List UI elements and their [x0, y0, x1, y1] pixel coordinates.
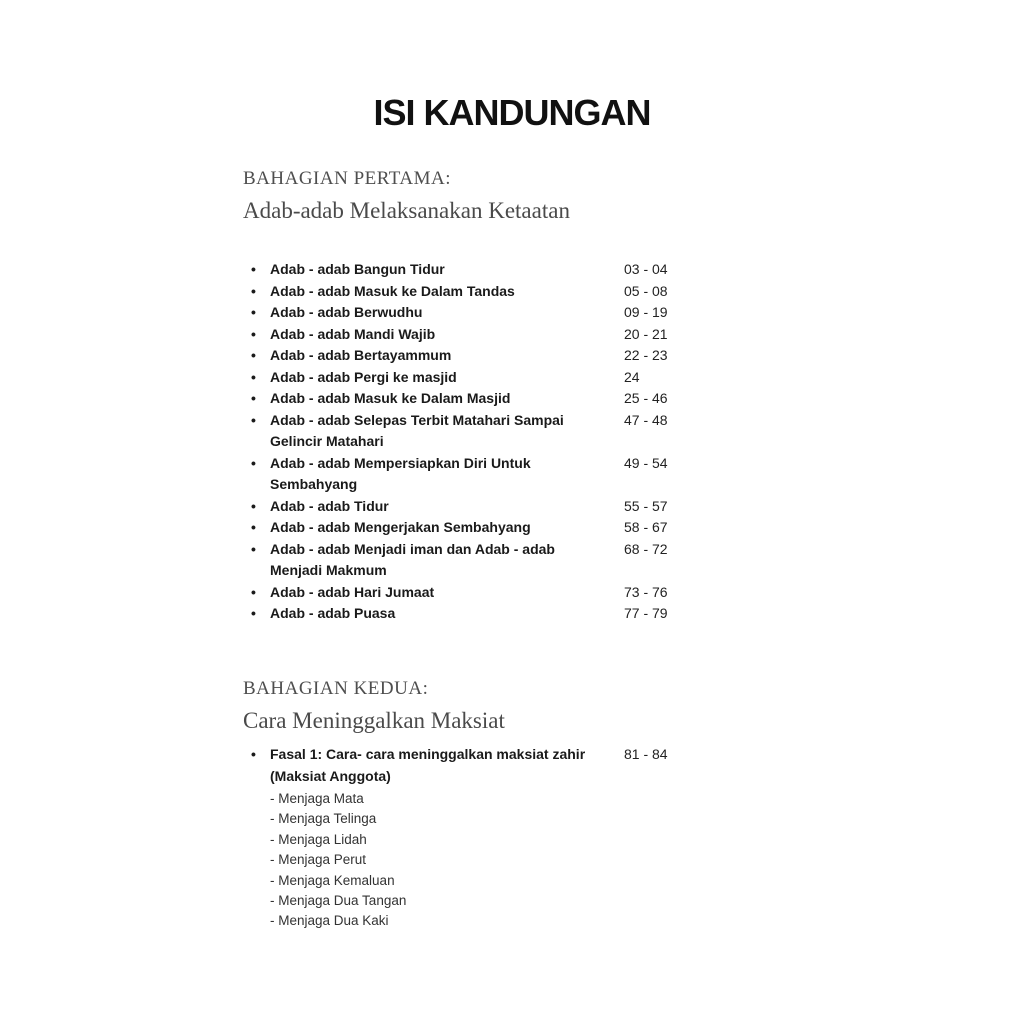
toc-subentry: - Menjaga Dua Kaki — [270, 913, 389, 929]
toc-subentry: - Menjaga Kemaluan — [270, 872, 395, 888]
bullet-icon: • — [251, 325, 256, 342]
toc-entry-title: Adab - adab Masuk ke Dalam Masjid — [270, 390, 511, 406]
part-one-heading: Adab-adab Melaksanakan Ketaatan — [243, 198, 570, 223]
toc-entry-title: Adab - adab Selepas Terbit Matahari Sampai Gelincir Matahari — [270, 411, 564, 449]
toc-entry — [246, 603, 686, 625]
part-two-heading: Cara Meninggalkan Maksiat — [243, 708, 505, 733]
part-one-contents-list — [246, 259, 686, 625]
toc-entry-title: Adab - adab Bertayammum — [270, 347, 452, 363]
part-two-label: BAHAGIAN KEDUA: — [243, 678, 429, 699]
toc-subentry: - Menjaga Dua Tangan — [270, 893, 407, 909]
toc-subentry: - Menjaga Mata — [270, 791, 364, 806]
bullet-icon: • — [251, 390, 256, 406]
toc-entry-pages: 20 - 21 — [624, 325, 668, 342]
toc-entry-pages: 77 - 79 — [624, 605, 668, 621]
toc-entry-title: Adab - adab Mengerjakan Sembahyang — [270, 519, 531, 535]
bullet-icon: • — [251, 368, 256, 385]
toc-entry-title: Adab - adab Tidur — [270, 497, 389, 514]
toc-entry-pages: 25 - 46 — [624, 390, 668, 406]
toc-entry-pages: 73 - 76 — [624, 583, 668, 600]
toc-entry — [246, 410, 686, 453]
page-title: ISI KANDUNGAN — [373, 92, 651, 133]
toc-entry — [246, 744, 686, 932]
toc-subentry: - Menjaga Lidah — [270, 831, 367, 847]
bullet-icon: • — [251, 583, 256, 600]
bullet-icon: • — [251, 519, 256, 535]
toc-entry-pages: 03 - 04 — [624, 261, 668, 277]
toc-entry-pages: 49 - 54 — [624, 454, 668, 471]
toc-subentry-list — [270, 789, 686, 932]
toc-entry-pages: 55 - 57 — [624, 497, 668, 514]
bullet-icon: • — [251, 454, 256, 471]
bullet-icon: • — [251, 540, 256, 557]
toc-entry-title: Adab - adab Hari Jumaat — [270, 583, 435, 600]
toc-entry-pages: 47 - 48 — [624, 411, 668, 428]
bullet-icon: • — [251, 746, 256, 762]
toc-entry-pages: 22 - 23 — [624, 347, 668, 363]
toc-entry — [246, 367, 686, 389]
toc-entry — [246, 302, 686, 324]
bullet-icon: • — [251, 497, 256, 514]
toc-subentry: - Menjaga Telinga — [270, 811, 377, 827]
toc-entry-title: Adab - adab Berwudhu — [270, 304, 423, 320]
toc-entry — [246, 582, 686, 604]
toc-entry-title: Adab - adab Masuk ke Dalam Tandas — [270, 282, 515, 299]
toc-entry-title: Adab - adab Puasa — [270, 605, 396, 621]
bullet-icon: • — [251, 347, 256, 363]
toc-entry-title: Adab - adab Pergi ke masjid — [270, 368, 457, 385]
toc-entry — [246, 281, 686, 303]
bullet-icon: • — [251, 411, 256, 428]
toc-entry — [246, 539, 686, 582]
bullet-icon: • — [251, 261, 256, 277]
toc-entry — [246, 517, 686, 539]
bullet-icon: • — [251, 282, 256, 299]
toc-entry-pages: 58 - 67 — [624, 519, 668, 535]
toc-entry-title: Adab - adab Mempersiapkan Diri Untuk Sembahyang — [270, 454, 531, 492]
bullet-icon: • — [251, 605, 256, 621]
toc-entry-title: Adab - adab Mandi Wajib — [270, 325, 436, 342]
part-two-contents-list — [246, 744, 686, 932]
part-one-header — [243, 167, 703, 226]
toc-entry-pages: 24 — [624, 368, 640, 385]
toc-entry-title: Adab - adab Bangun Tidur — [270, 261, 445, 277]
toc-entry — [246, 496, 686, 518]
toc-entry — [246, 324, 686, 346]
toc-entry — [246, 388, 686, 410]
toc-entry-title: Fasal 1: Cara- cara meninggalkan maksiat zahir (Maksiat Anggota) — [270, 746, 586, 784]
toc-entry-title: Adab - adab Menjadi iman dan Adab - adab Menjadi Makmum — [270, 540, 555, 578]
toc-entry-pages: 81 - 84 — [624, 746, 668, 762]
toc-entry-pages: 09 - 19 — [624, 304, 668, 320]
toc-entry-pages: 68 - 72 — [624, 540, 668, 557]
toc-entry — [246, 345, 686, 367]
toc-entry-pages: 05 - 08 — [624, 282, 668, 299]
toc-entry — [246, 259, 686, 281]
part-one-label: BAHAGIAN PERTAMA: — [243, 168, 451, 189]
part-two-header — [243, 677, 703, 736]
toc-subentry: - Menjaga Perut — [270, 852, 367, 868]
bullet-icon: • — [251, 304, 256, 320]
toc-entry — [246, 453, 686, 496]
